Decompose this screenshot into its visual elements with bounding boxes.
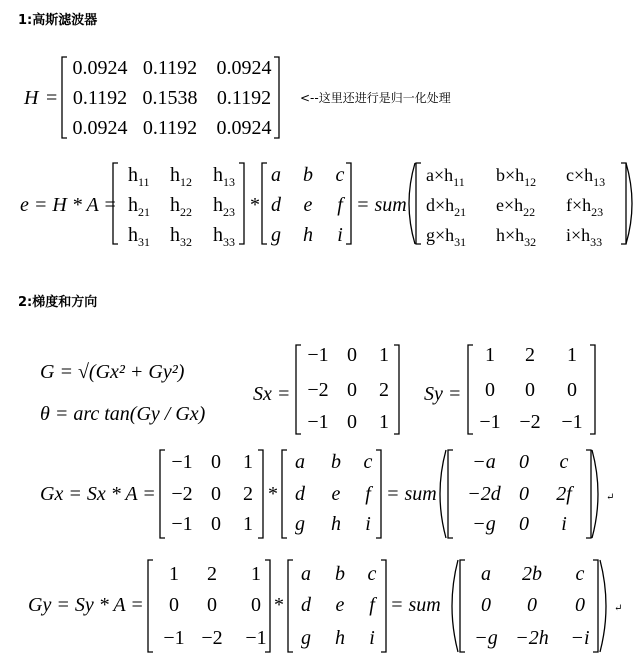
sx-label: Sx = (253, 383, 291, 405)
right-bracket (593, 560, 598, 652)
section1-heading: 1:高斯滤波器 (18, 13, 98, 28)
h-element: $h_{31}$ (128, 224, 150, 249)
a-matrix-cell: a (295, 451, 305, 473)
product-cell: $i\times h_{33}$ (566, 225, 603, 249)
sy-cell: 0 (567, 379, 577, 401)
right-bracket (274, 57, 279, 138)
gx-result-cell: 0 (519, 451, 529, 473)
gx-kernel-cell: 0 (211, 513, 221, 535)
sy-cell: −1 (479, 411, 501, 433)
sx-cell: 2 (379, 379, 389, 401)
h-element: $h_{12}$ (170, 164, 192, 189)
left-bracket (160, 450, 165, 538)
gy-kernel-cell: −2 (201, 627, 223, 649)
left-bracket (262, 163, 267, 244)
sy-cell: −2 (519, 411, 541, 433)
sx-cell: −1 (307, 344, 329, 366)
gy-result-cell: −2h (515, 627, 549, 649)
gx-result-cell: −2d (467, 483, 501, 505)
a-matrix-cell: d (301, 594, 311, 616)
left-bracket (468, 345, 473, 434)
a-matrix-cell: h (331, 513, 341, 535)
right-bracket (621, 163, 626, 244)
h-element: $h_{13}$ (213, 164, 235, 189)
gy-result-cell: a (481, 563, 491, 585)
product-cell: $c\times h_{13}$ (566, 165, 606, 189)
gy-equation-lhs: Gy = Sy * A = (28, 594, 144, 616)
multiply-sign: * (274, 594, 284, 616)
sum-operator: = sum (390, 594, 441, 616)
gx-result-cell: i (561, 513, 567, 535)
a-matrix-cell: g (301, 627, 311, 649)
left-paren (452, 560, 458, 652)
a-matrix-cell: b (331, 451, 341, 473)
a-matrix-cell: f (337, 194, 343, 216)
gx-result-cell: 2f (556, 483, 572, 505)
gy-kernel-cell: 0 (169, 594, 179, 616)
multiply-sign: * (250, 194, 260, 216)
a-matrix-cell: i (337, 224, 343, 246)
gy-result-cell: c (575, 563, 585, 585)
right-bracket (258, 450, 263, 538)
right-bracket (239, 163, 244, 244)
gy-kernel-cell: 1 (251, 563, 261, 585)
multiply-sign: * (268, 483, 278, 505)
left-bracket (296, 345, 301, 434)
gy-result-cell: 0 (527, 594, 537, 616)
left-bracket (448, 450, 453, 538)
matrix-h-cell: 0.1192 (142, 57, 198, 79)
product-cell: $e\times h_{22}$ (496, 195, 536, 219)
sy-cell: 0 (485, 379, 495, 401)
a-matrix-cell: b (303, 164, 313, 186)
left-bracket (416, 163, 421, 244)
gradient-direction-formula: θ = arc tan(Gy / Gx) (40, 403, 206, 425)
a-matrix-cell: c (367, 563, 377, 585)
matrix-h-cell: 0.1538 (142, 87, 198, 109)
left-bracket (282, 450, 287, 538)
sy-cell: 0 (525, 379, 535, 401)
a-matrix-cell: e (303, 194, 313, 216)
gy-result-cell: −g (474, 627, 498, 649)
paragraph-mark: ↵ (614, 603, 623, 614)
equals-sign: = (46, 87, 58, 109)
a-matrix-cell: c (335, 164, 345, 186)
a-matrix-cell: h (335, 627, 345, 649)
right-bracket (394, 345, 399, 434)
gx-kernel-cell: 0 (211, 451, 221, 473)
gx-kernel-cell: 1 (243, 513, 253, 535)
right-paren (592, 450, 598, 538)
h-element: $h_{23}$ (213, 194, 235, 219)
product-cell: $b\times h_{12}$ (496, 165, 537, 189)
sx-cell: −1 (307, 411, 329, 433)
a-matrix-cell: f (365, 483, 371, 505)
gx-result-cell: 0 (519, 483, 529, 505)
sum-operator: = sum (356, 194, 407, 216)
a-matrix-cell: a (301, 563, 311, 585)
gx-kernel-cell: −2 (171, 483, 193, 505)
right-bracket (590, 345, 595, 434)
gy-result-cell: 2b (522, 563, 542, 585)
gy-kernel-cell: −1 (163, 627, 185, 649)
sx-cell: 1 (379, 411, 389, 433)
sx-cell: 0 (347, 344, 357, 366)
right-bracket (586, 450, 591, 538)
gx-equation-lhs: Gx = Sx * A = (40, 483, 156, 505)
sy-cell: −1 (561, 411, 583, 433)
a-matrix-cell: g (295, 513, 305, 535)
right-paren (600, 560, 606, 652)
left-paren (409, 163, 415, 244)
gy-kernel-cell: 2 (207, 563, 217, 585)
matrix-h-cell: 0.0924 (72, 57, 128, 79)
left-bracket (288, 560, 293, 652)
gy-kernel-cell: 0 (251, 594, 261, 616)
a-matrix-cell: i (369, 627, 375, 649)
sy-label: Sy = (424, 383, 462, 405)
gx-result-cell: c (559, 451, 569, 473)
sy-cell: 1 (567, 344, 577, 366)
matrix-h-cell: 0.1192 (72, 87, 128, 109)
a-matrix-cell: h (303, 224, 313, 246)
paragraph-mark: ↵ (606, 492, 615, 503)
left-bracket (148, 560, 153, 652)
matrix-h-label: H (24, 87, 39, 109)
matrix-h-cell: 0.0924 (72, 117, 128, 139)
gx-kernel-cell: −1 (171, 451, 193, 473)
h-element: $h_{22}$ (170, 194, 192, 219)
product-cell: $a\times h_{11}$ (426, 165, 465, 189)
a-matrix-cell: g (271, 224, 281, 246)
right-paren (626, 163, 632, 244)
section2-heading: 2:梯度和方向 (18, 295, 98, 310)
gy-kernel-cell: 0 (207, 594, 217, 616)
gx-result-cell: −g (472, 513, 496, 535)
gx-kernel-cell: 0 (211, 483, 221, 505)
right-bracket (381, 560, 386, 652)
product-cell: $g\times h_{31}$ (426, 225, 467, 249)
gx-result-cell: 0 (519, 513, 529, 535)
sx-cell: 0 (347, 411, 357, 433)
gy-kernel-cell: −1 (245, 627, 267, 649)
a-matrix-cell: f (369, 594, 375, 616)
gradient-magnitude-formula: G = √(Gx² + Gy²) (40, 361, 185, 383)
matrix-h-cell: 0.1192 (142, 117, 198, 139)
matrix-h-cell: 0.0924 (216, 117, 272, 139)
gx-kernel-cell: −1 (171, 513, 193, 535)
gy-result-cell: 0 (575, 594, 585, 616)
sx-cell: 1 (379, 344, 389, 366)
sy-cell: 1 (485, 344, 495, 366)
right-bracket (346, 163, 351, 244)
h-element: $h_{11}$ (128, 164, 150, 189)
h-element: $h_{32}$ (170, 224, 192, 249)
matrix-h-cell: 0.1192 (216, 87, 272, 109)
gx-kernel-cell: 2 (243, 483, 253, 505)
gy-result-cell: −i (570, 627, 590, 649)
product-cell: $f\times h_{23}$ (566, 195, 604, 219)
h-element: $h_{21}$ (128, 194, 150, 219)
a-matrix-cell: e (331, 483, 341, 505)
left-paren (440, 450, 446, 538)
sx-cell: −2 (307, 379, 329, 401)
a-matrix-cell: b (335, 563, 345, 585)
a-matrix-cell: c (363, 451, 373, 473)
sx-cell: 0 (347, 379, 357, 401)
gy-kernel-cell: 1 (169, 563, 179, 585)
h-element: $h_{33}$ (213, 224, 235, 249)
normalization-note: <--这里还进行是归一化处理 (300, 91, 451, 105)
a-matrix-cell: d (295, 483, 305, 505)
sy-cell: 2 (525, 344, 535, 366)
gy-result-cell: 0 (481, 594, 491, 616)
a-matrix-cell: e (335, 594, 345, 616)
right-bracket (376, 450, 381, 538)
product-cell: $h\times h_{32}$ (496, 225, 537, 249)
left-bracket (460, 560, 465, 652)
a-matrix-cell: d (271, 194, 281, 216)
matrix-h-cell: 0.0924 (216, 57, 272, 79)
e-equation-lhs: e = H * A = (20, 194, 117, 216)
a-matrix-cell: i (365, 513, 371, 535)
left-bracket (62, 57, 67, 138)
sum-operator: = sum (386, 483, 437, 505)
a-matrix-cell: a (271, 164, 281, 186)
gx-result-cell: −a (472, 451, 496, 473)
gx-kernel-cell: 1 (243, 451, 253, 473)
product-cell: $d\times h_{21}$ (426, 195, 467, 219)
